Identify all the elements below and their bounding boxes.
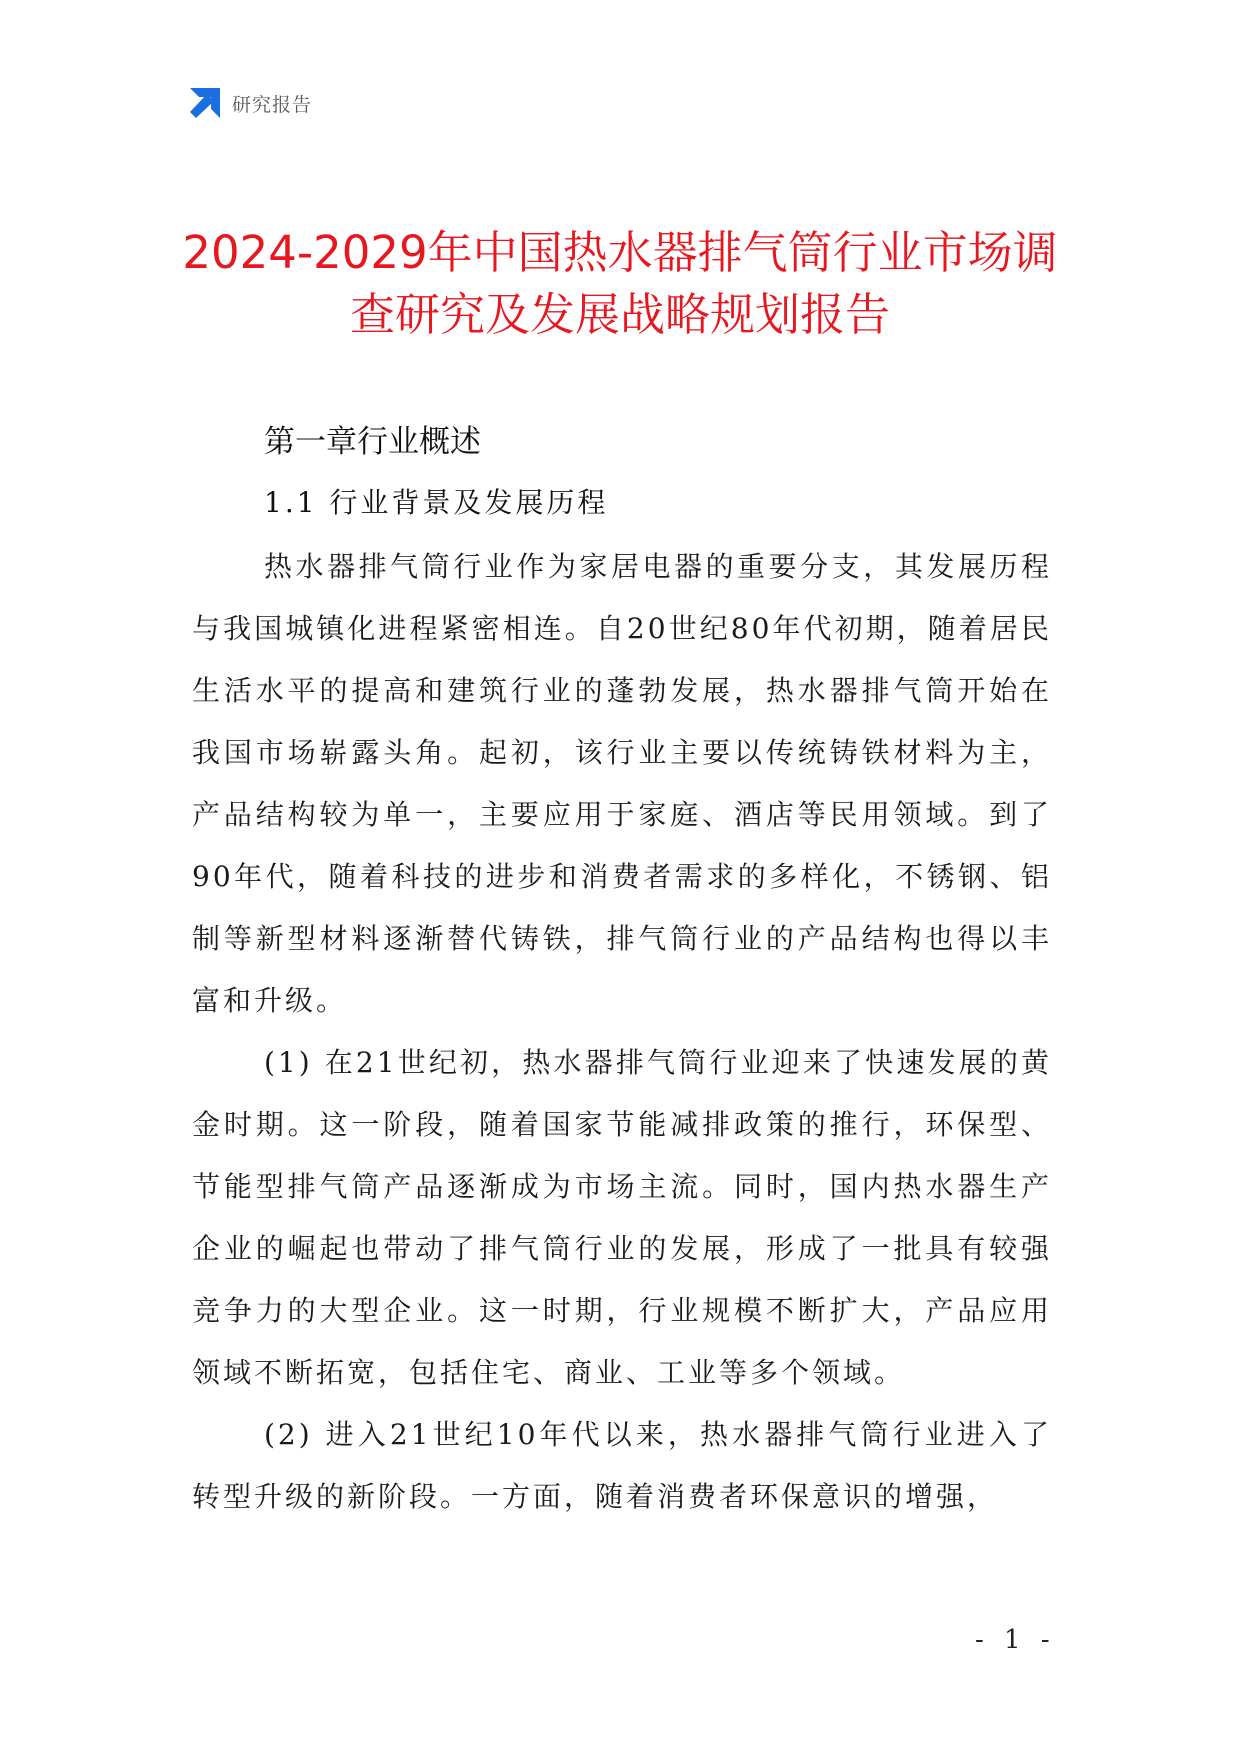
paragraph-2: (1) 在21世纪初，热水器排气筒行业迎来了快速发展的黄金时期。这一阶段，随着国家节能减排政策的推行，环保型、节能型排气筒产品逐渐成为市场主流。同时，国内热水器生产企业的崛起也带动了排气筒行业的发展，形成了一批具有较强竞争力的大型企业。这一时期，行业规模不断扩大，产品应用领域不断拓宽，包括住宅、商业、工业等多个领域。 (192, 1046, 1052, 1389)
title-line-2: 查研究及发展战略规划报告 (349, 288, 890, 341)
report-title (150, 222, 1090, 346)
section-heading: 1.1 行业背景及发展历程 (264, 486, 609, 519)
paragraph-3: (2) 进入21世纪10年代以来，热水器排气筒行业进入了转型升级的新阶段。一方面，随着消费者环保意识的增强， (192, 1418, 1052, 1513)
paragraph-1: 热水器排气筒行业作为家居电器的重要分支，其发展历程与我国城镇化进程紧密相连。自20世纪80年代初期，随着居民生活水平的提高和建筑行业的蓬勃发展，热水器排气筒开始在我国市场崭露头角。起初，该行业主要以传统铸铁材料为主，产品结构较为单一，主要应用于家庭、酒店等民用领域。到了90年代，随着科技的进步和消费者需求的多样化，不锈钢、铝制等新型材料逐渐替代铸铁，排气筒行业的产品结构也得以丰富和升级。 (192, 550, 1052, 1017)
report-header (190, 88, 312, 118)
chapter-heading: 第一章行业概述 (264, 424, 481, 460)
page-number: - 1 - (975, 1625, 1056, 1655)
title-line-1: 2024-2029年中国热水器排气筒行业市场调 (182, 226, 1058, 279)
document-body (192, 420, 1052, 1528)
arrow-up-right-logo-icon (190, 88, 220, 118)
header-label: 研究报告 (232, 93, 313, 116)
